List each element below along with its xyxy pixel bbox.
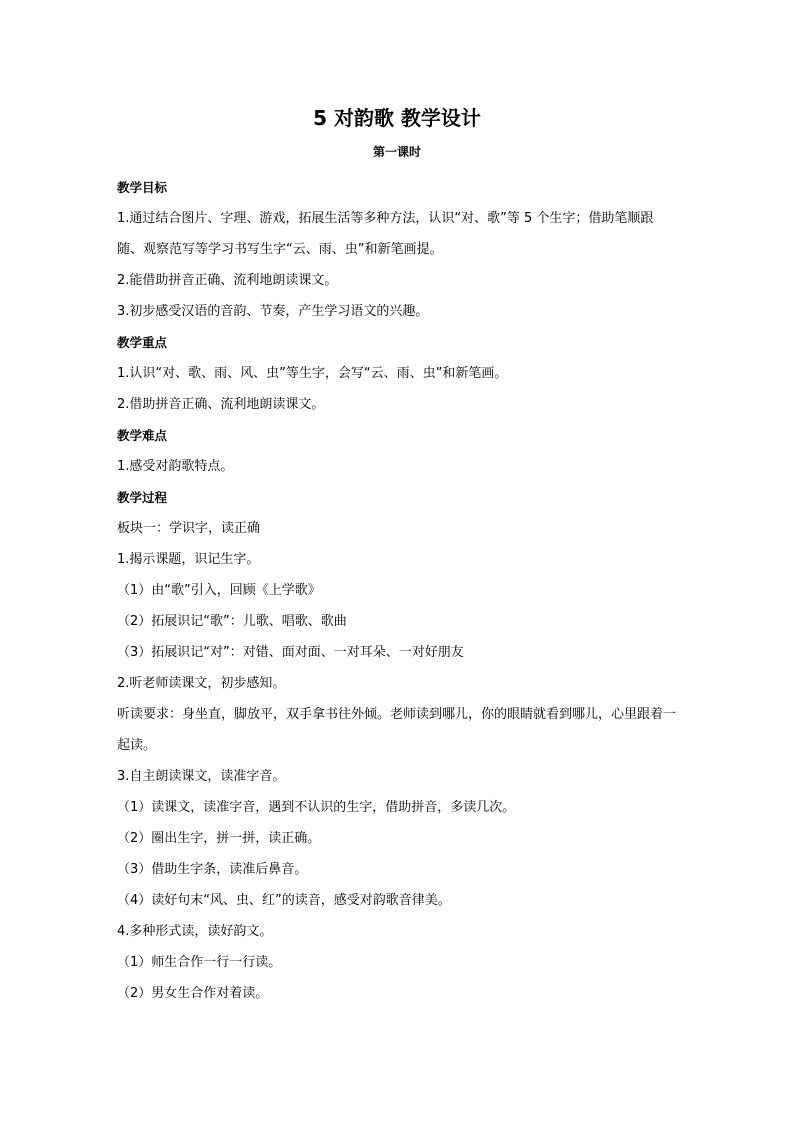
key-point-1: 1.认识“对、歌、雨、风、虫”等生字，会写“云、雨、虫”和新笔画。 [117, 366, 508, 381]
step-4: 4.多种形式读，读好韵文。 [117, 924, 273, 939]
section-heading-process: 教学过程 [117, 490, 168, 505]
lesson-subtitle: 第一课时 [372, 145, 421, 159]
objective-2: 2.能借助拼音正确、流利地朗读课文。 [117, 273, 338, 288]
document-title: 5 对韵歌 教学设计 [313, 106, 481, 130]
step-4-item-2: （2）男女生合作对着读。 [117, 986, 269, 1001]
step-4-item-1: （1）师生合作一行一行读。 [117, 955, 282, 970]
step-1-item-3: （3）拓展识记“对”：对错、面对面、一对耳朵、一对好朋友 [117, 645, 464, 660]
objective-1: 1.通过结合图片、字理、游戏，拓展生活等多种方法，认识“对、歌”等 5 个生字；借助笔顺跟随、观察范写等学习书写生字“云、雨、虫”和新笔画提。 [117, 211, 654, 257]
document-body [117, 172, 679, 1009]
section-heading-key-points: 教学重点 [117, 335, 168, 350]
step-3-item-1: （1）读课文，读准字音，遇到不认识的生字，借助拼音，多读几次。 [117, 800, 516, 815]
key-point-2: 2.借助拼音正确、流利地朗读课文。 [117, 397, 325, 412]
module-1-title: 板块一：学识字，读正确 [117, 521, 261, 536]
step-3-item-4: （4）读好句末“风、虫、红”的读音，感受对韵歌音律美。 [117, 893, 451, 908]
step-3-item-2: （2）圈出生字，拼一拼，读正确。 [117, 831, 321, 846]
difficulty-1: 1.感受对韵歌特点。 [117, 459, 234, 474]
step-1-item-2: （2）拓展识记“歌”：儿歌、唱歌、歌曲 [117, 614, 347, 629]
step-1: 1.揭示课题，识记生字。 [117, 552, 260, 567]
step-2: 2.听老师读课文，初步感知。 [117, 676, 286, 691]
section-heading-objectives: 教学目标 [117, 180, 168, 195]
step-3-item-3: （3）借助生字条，读准后鼻音。 [117, 862, 308, 877]
step-1-item-1: （1）由“歌”引入，回顾《上学歌》 [117, 583, 321, 598]
objective-3: 3.初步感受汉语的音韵、节奏，产生学习语文的兴趣。 [117, 304, 429, 319]
listening-requirements: 听读要求：身坐直，脚放平，双手拿书往外倾。老师读到哪儿，你的眼睛就看到哪儿，心里跟着一起读。 [117, 707, 677, 753]
section-heading-difficulties: 教学难点 [117, 428, 168, 443]
step-3: 3.自主朗读课文，读准字音。 [117, 769, 286, 784]
